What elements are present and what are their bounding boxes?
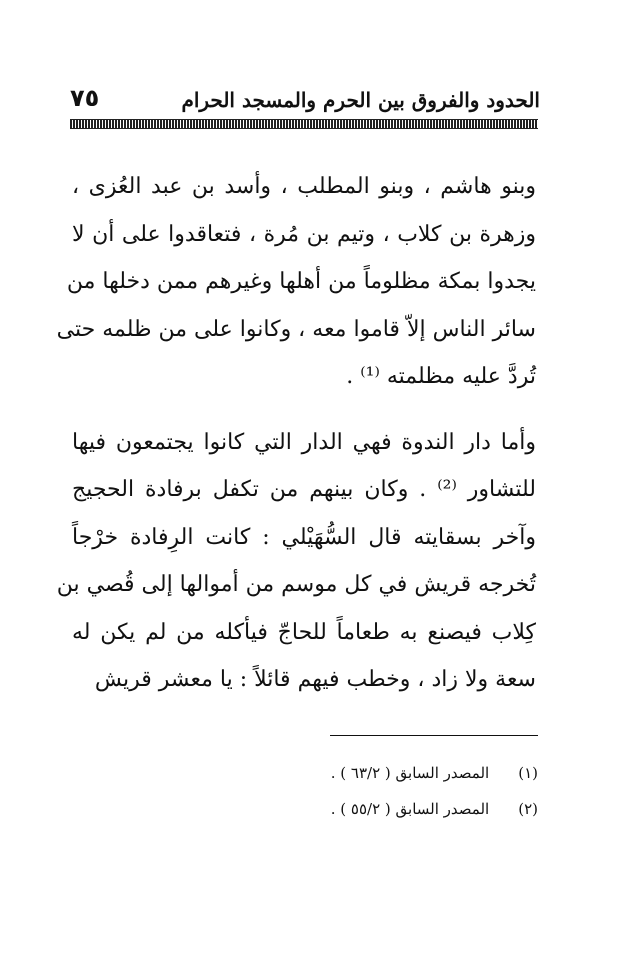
- text-line: وزهرة بن كلاب ، وتيم بن مُرة ، فتعاقدوا على أن لا: [72, 221, 536, 247]
- text-line: تُردَّ عليه مظلمته ⁽¹⁾ .: [346, 364, 536, 389]
- paragraph-1: [56, 163, 536, 401]
- text-line: سائر الناس إلاّ قاموا معه ، وكانوا على من ظلمه حتى: [56, 316, 536, 342]
- footnotes: [270, 755, 538, 827]
- text-line: يجدوا بمكة مظلوماً من أهلها وغيرهم ممن دخلها من: [66, 269, 536, 294]
- running-title: الحدود والفروق بين الحرم والمسجد الحرام: [181, 88, 540, 112]
- text-line: للتشاور ⁽²⁾ . وكان بينهم من تكفل برفادة الحجيج: [72, 477, 536, 502]
- footnote-number: (١): [518, 764, 538, 782]
- text-line: كِلاب فيصنع به طعاماً للحاجّ فيأكله من لم يكن له: [72, 619, 536, 645]
- footnote-rule: [330, 735, 538, 736]
- footnote-text: المصدر السابق ( ٦٣/٢ ) .: [330, 764, 490, 782]
- main-text: [56, 163, 536, 704]
- text-line: تُخرجه قريش في كل موسم من أموالها إلى قُصي بن: [56, 572, 536, 597]
- footnote-2: [270, 791, 538, 827]
- text-line: سعة ولا زاد ، وخطب فيهم قائلاً : يا معشر قريش: [94, 667, 536, 692]
- text-line: وأما دار الندوة فهي الدار التي كانوا يجتمعون فيها: [72, 429, 536, 455]
- page-number: ٧٥: [70, 84, 100, 112]
- footnote-text: المصدر السابق ( ٥٥/٢ ) .: [330, 800, 490, 818]
- text-line: وبنو هاشم ، وبنو المطلب ، وأسد بن عبد العُزى ،: [72, 174, 536, 199]
- page-header: [70, 82, 540, 122]
- footnote-number: (٢): [518, 800, 538, 818]
- paragraph-2: [56, 419, 536, 704]
- header-rule: [70, 119, 538, 129]
- footnote-1: [270, 755, 538, 791]
- text-line: وآخر بسقايته قال السُّهَيْلي : كانت الرِفادة خرْجاً: [72, 524, 536, 550]
